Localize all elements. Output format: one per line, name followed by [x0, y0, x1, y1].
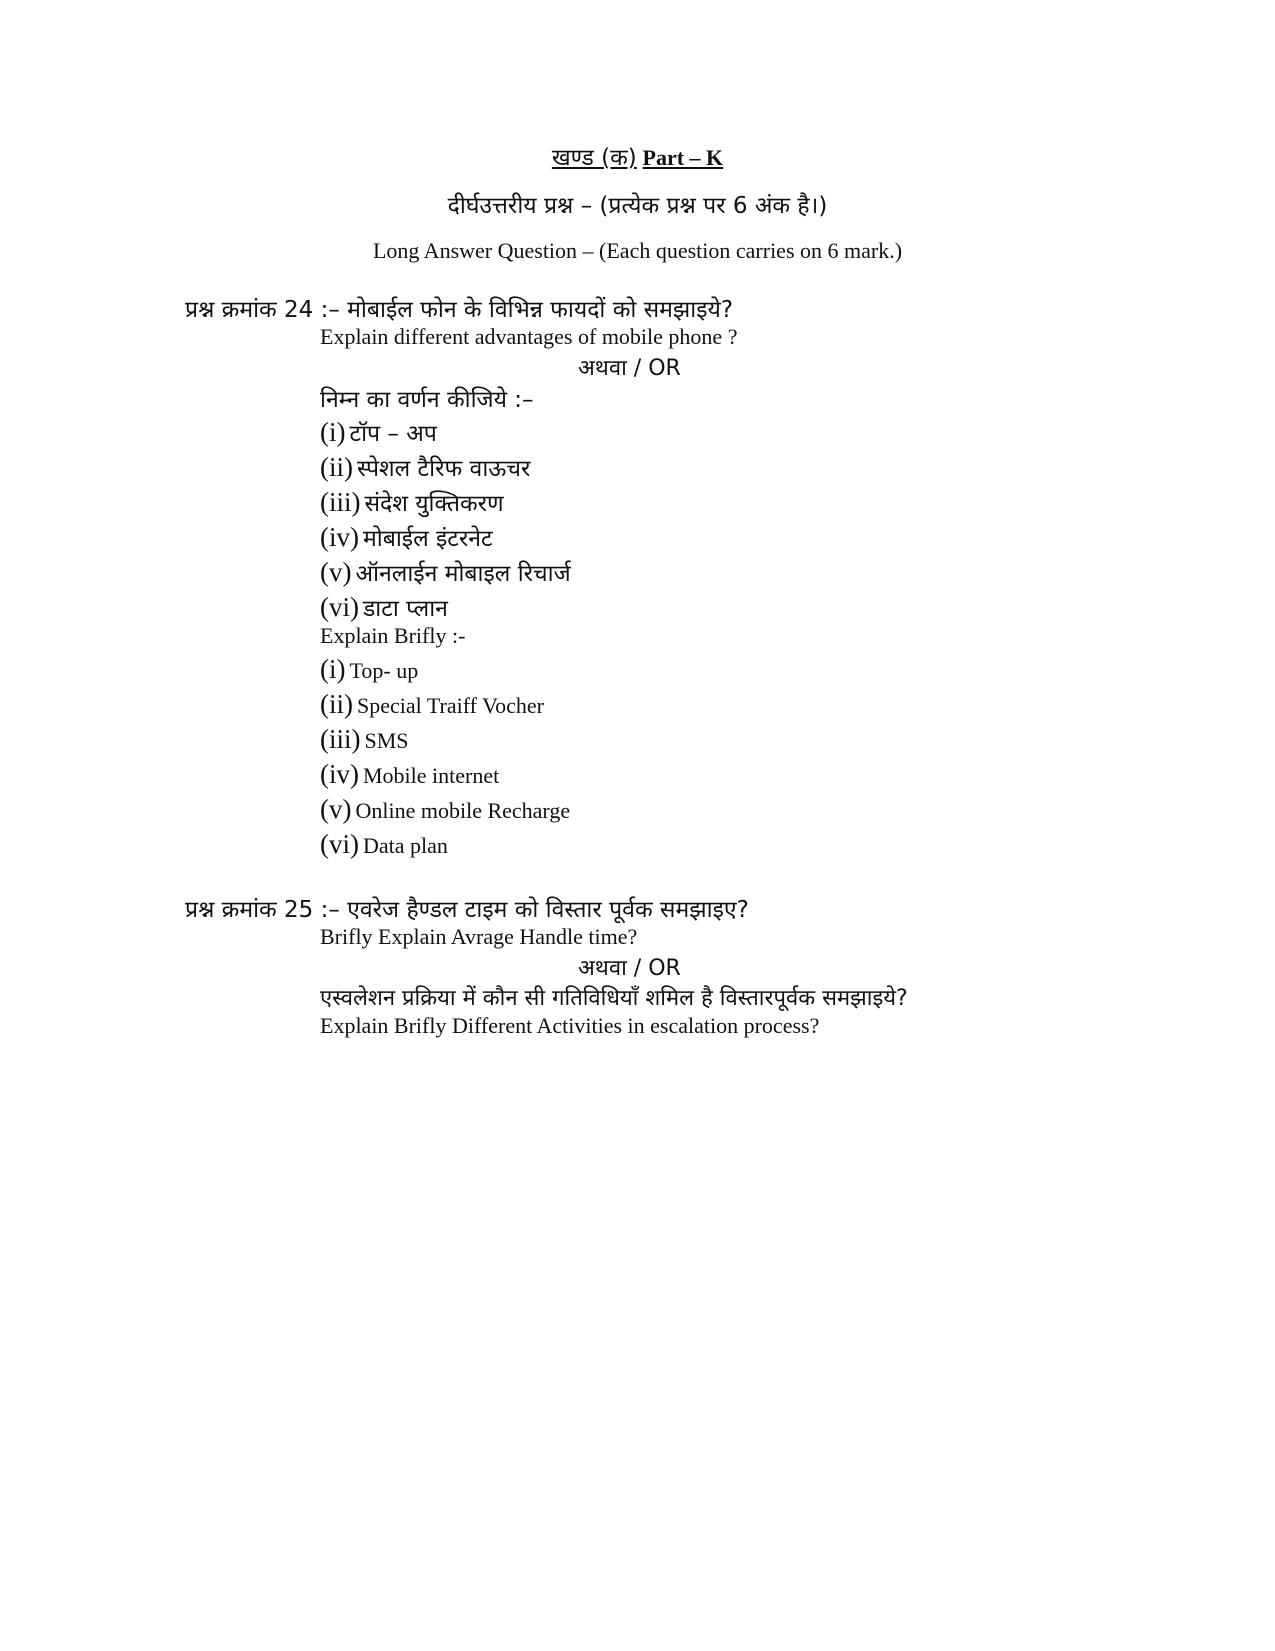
list-item: (v) Online mobile Recharge	[320, 794, 571, 824]
list-item: (i) टॉप – अप	[320, 417, 437, 447]
question-25-english: Brifly Explain Avrage Handle time?	[320, 924, 638, 949]
question-25-alt-hindi: एस्वलेशन प्रक्रिया में कौन सी गतिविधियाँ शमिल है विस्तारपूर्वक समझाइये?	[320, 986, 908, 1011]
section-heading-hindi: खण्ड (क)	[551, 145, 637, 171]
section-subtitle-hindi: दीर्घउत्तरीय प्रश्न – (प्रत्येक प्रश्न पर 6 अंक है।)	[447, 193, 828, 219]
list-item: (vi) Data plan	[320, 829, 448, 859]
section-subtitle-english: Long Answer Question – (Each question carries on 6 mark.)	[372, 238, 903, 263]
question-24-or-label: अथवा / OR	[578, 356, 681, 381]
section-heading-english: Part – K	[642, 145, 724, 170]
list-item: (v) ऑनलाईन मोबाइल रिचार्ज	[320, 557, 571, 587]
question-24-english: Explain different advantages of mobile phone ?	[320, 324, 738, 349]
question-25-alt-english: Explain Brifly Different Activities in escalation process?	[320, 1013, 820, 1038]
question-24-alt-intro-english: Explain Brifly :-	[320, 623, 466, 648]
question-24-title: प्रश्न क्रमांक 24 :– मोबाईल फोन के विभिन्न फायदों को समझाइये?	[185, 297, 734, 323]
list-item: (iv) मोबाईल इंटरनेट	[320, 522, 493, 552]
list-item: (i) Top- up	[320, 654, 419, 684]
list-item: (iii) संदेश युक्तिकरण	[320, 487, 504, 517]
section-heading	[0, 140, 1275, 172]
question-25-title: प्रश्न क्रमांक 25 :– एवरेज हैण्डल टाइम को विस्तार पूर्वक समझाइए?	[185, 897, 749, 923]
question-25-or-label: अथवा / OR	[578, 956, 681, 981]
list-item: (ii) स्पेशल टैरिफ वाऊचर	[320, 452, 531, 482]
list-item: (vi) डाटा प्लान	[320, 592, 448, 622]
question-24-alt-intro-hindi: निम्न का वर्णन कीजिये :–	[320, 387, 534, 413]
list-item: (ii) Special Traiff Vocher	[320, 689, 544, 719]
list-item: (iii) SMS	[320, 724, 409, 754]
list-item: (iv) Mobile internet	[320, 759, 500, 789]
